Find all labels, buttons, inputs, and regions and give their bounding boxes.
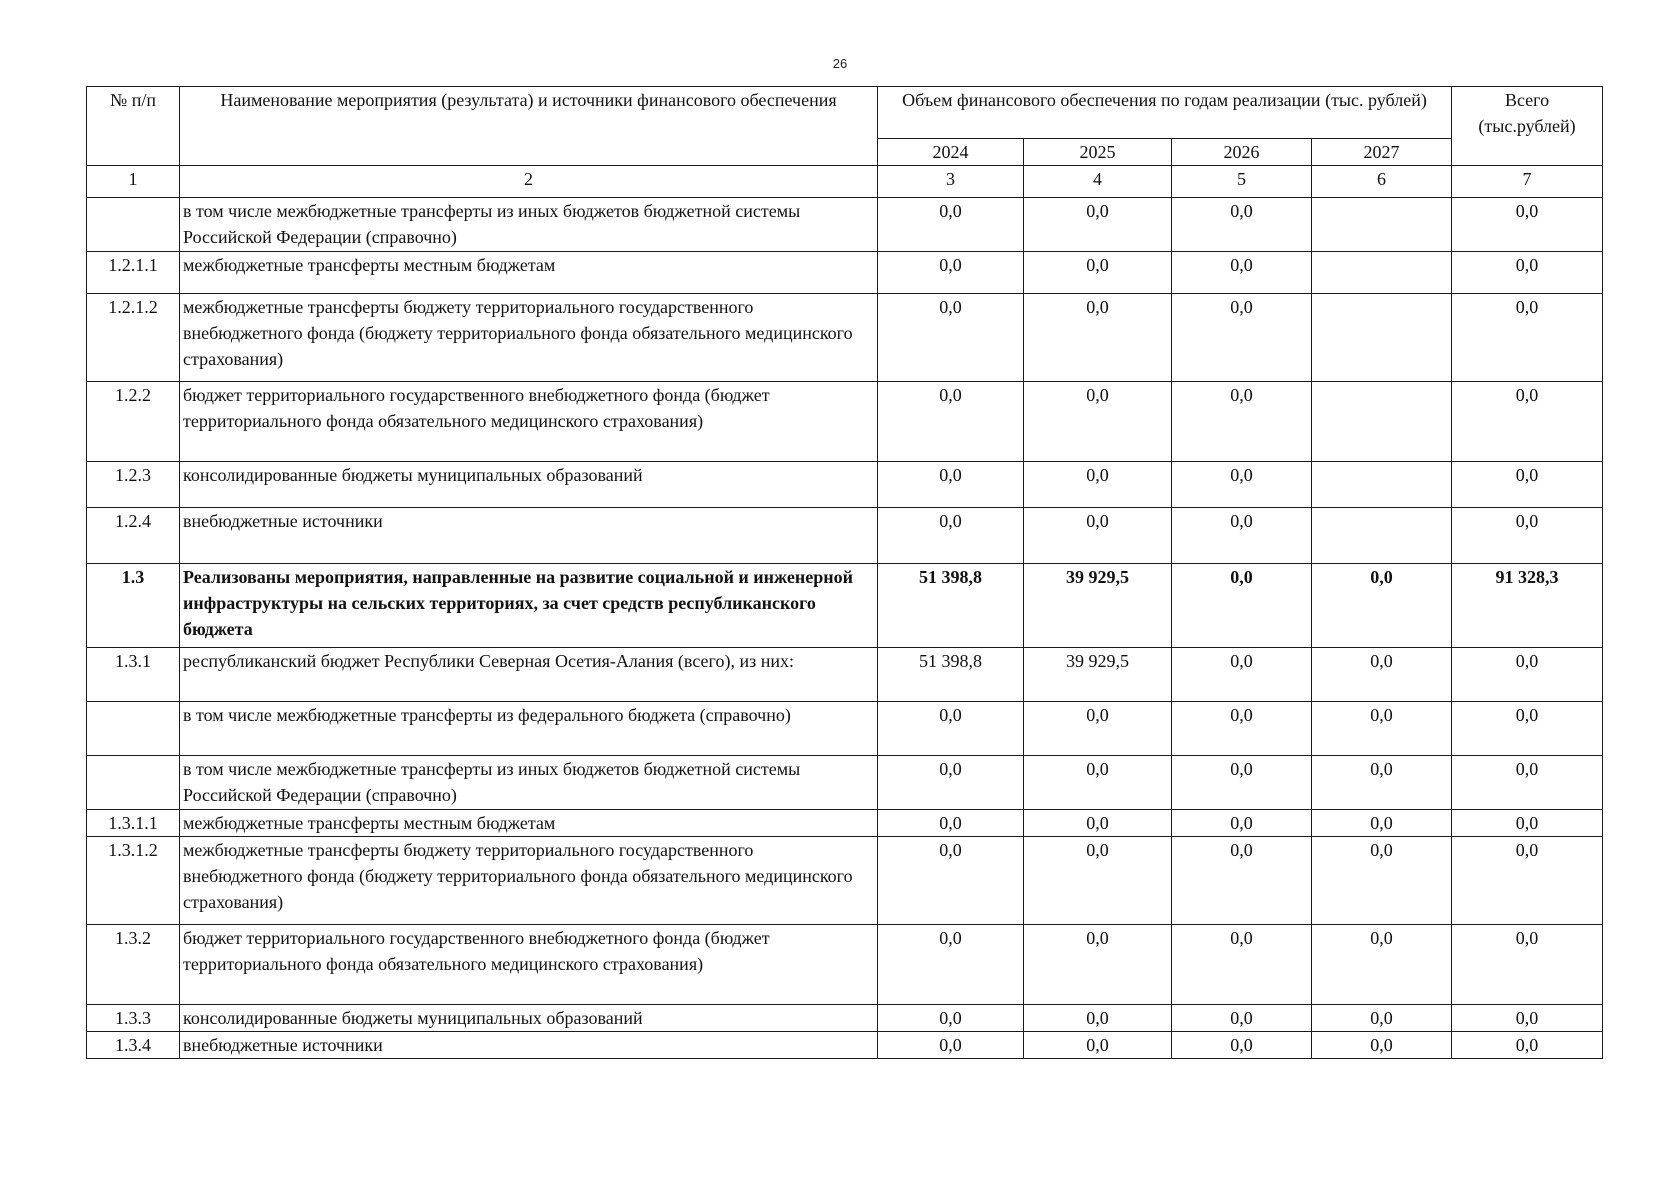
row-number: 1.3.1.2 [87,837,180,925]
value-2026: 0,0 [1172,382,1312,462]
column-index: 3 [878,166,1024,198]
value-2027: 0,0 [1312,564,1452,648]
table-row [87,564,1603,648]
value-2024: 0,0 [878,810,1024,837]
table-row [87,702,1603,756]
row-number [87,702,180,756]
value-2025: 0,0 [1024,702,1172,756]
value-2027 [1312,252,1452,294]
value-total: 0,0 [1452,252,1603,294]
table-row [87,462,1603,508]
value-2026: 0,0 [1172,925,1312,1005]
value-2027: 0,0 [1312,756,1452,810]
row-number: 1.3.4 [87,1032,180,1059]
value-2025: 0,0 [1024,294,1172,382]
table-header [87,87,1603,198]
value-total: 0,0 [1452,1032,1603,1059]
value-2024: 0,0 [878,756,1024,810]
value-2027: 0,0 [1312,648,1452,702]
table-row [87,252,1603,294]
header-year: 2026 [1172,139,1312,166]
row-number: 1.2.2 [87,382,180,462]
table-row [87,756,1603,810]
row-number: 1.3.3 [87,1005,180,1032]
table-row [87,1032,1603,1059]
value-2027 [1312,294,1452,382]
row-name: Реализованы мероприятия, направленные на развитие социальной и инженерной инфраструктуры на сельских территориях, за счет средств республиканского бюджета [180,564,878,648]
value-2025: 39 929,5 [1024,564,1172,648]
value-2027: 0,0 [1312,1005,1452,1032]
value-2024: 0,0 [878,1005,1024,1032]
row-name: внебюджетные источники [180,508,878,564]
row-name: в том числе межбюджетные трансферты из иных бюджетов бюджетной системы Российской Федерации (справочно) [180,198,878,252]
value-2024: 0,0 [878,294,1024,382]
table-row [87,198,1603,252]
column-index: 5 [1172,166,1312,198]
value-2024: 51 398,8 [878,648,1024,702]
value-2025: 0,0 [1024,810,1172,837]
value-2025: 0,0 [1024,508,1172,564]
row-number: 1.2.3 [87,462,180,508]
table-row [87,1005,1603,1032]
value-2026: 0,0 [1172,462,1312,508]
column-index: 6 [1312,166,1452,198]
finance-table-container [86,86,1602,1059]
finance-table [86,86,1603,1059]
value-total: 0,0 [1452,837,1603,925]
value-total: 0,0 [1452,810,1603,837]
value-2024: 0,0 [878,837,1024,925]
value-2026: 0,0 [1172,702,1312,756]
value-2024: 0,0 [878,382,1024,462]
row-name: бюджет территориального государственного внебюджетного фонда (бюджет территориального фонда обязательного медицинского страхования) [180,382,878,462]
value-total: 0,0 [1452,294,1603,382]
value-2027: 0,0 [1312,702,1452,756]
row-name: межбюджетные трансферты местным бюджетам [180,810,878,837]
column-index: 4 [1024,166,1172,198]
value-2025: 0,0 [1024,925,1172,1005]
row-number: 1.3 [87,564,180,648]
row-name: межбюджетные трансферты бюджету территориального государственного внебюджетного фонда (бюджету территориального фонда обязательного медицинского страхования) [180,294,878,382]
value-total: 0,0 [1452,508,1603,564]
value-2024: 0,0 [878,508,1024,564]
value-2026: 0,0 [1172,1005,1312,1032]
value-2025: 0,0 [1024,382,1172,462]
row-name: в том числе межбюджетные трансферты из федерального бюджета (справочно) [180,702,878,756]
row-number: 1.2.1.2 [87,294,180,382]
row-number [87,198,180,252]
value-2024: 0,0 [878,702,1024,756]
table-row [87,382,1603,462]
value-2024: 0,0 [878,1032,1024,1059]
row-name: внебюджетные источники [180,1032,878,1059]
value-2024: 0,0 [878,198,1024,252]
table-row [87,648,1603,702]
value-total: 0,0 [1452,702,1603,756]
row-name: межбюджетные трансферты бюджету территориального государственного внебюджетного фонда (бюджету территориального фонда обязательного медицинского страхования) [180,837,878,925]
row-number: 1.2.1.1 [87,252,180,294]
value-2024: 0,0 [878,925,1024,1005]
value-2024: 51 398,8 [878,564,1024,648]
header-year: 2025 [1024,139,1172,166]
table-body [87,198,1603,1059]
value-2024: 0,0 [878,252,1024,294]
value-total: 0,0 [1452,648,1603,702]
value-2026: 0,0 [1172,564,1312,648]
value-2026: 0,0 [1172,1032,1312,1059]
table-row [87,810,1603,837]
value-2025: 39 929,5 [1024,648,1172,702]
value-total: 0,0 [1452,382,1603,462]
row-name: бюджет территориального государственного внебюджетного фонда (бюджет территориального фонда обязательного медицинского страхования) [180,925,878,1005]
row-number: 1.2.4 [87,508,180,564]
value-2027 [1312,382,1452,462]
header-year: 2024 [878,139,1024,166]
value-2025: 0,0 [1024,837,1172,925]
value-2025: 0,0 [1024,252,1172,294]
table-row [87,925,1603,1005]
value-2025: 0,0 [1024,756,1172,810]
row-name: республиканский бюджет Республики Северная Осетия-Алания (всего), из них: [180,648,878,702]
row-name: консолидированные бюджеты муниципальных образований [180,462,878,508]
row-name: консолидированные бюджеты муниципальных образований [180,1005,878,1032]
row-name: в том числе межбюджетные трансферты из иных бюджетов бюджетной системы Российской Федерации (справочно) [180,756,878,810]
row-number [87,756,180,810]
header-volume: Объем финансового обеспечения по годам реализации (тыс. рублей) [878,87,1452,139]
row-name: межбюджетные трансферты местным бюджетам [180,252,878,294]
column-index: 1 [87,166,180,198]
table-row [87,508,1603,564]
value-total: 0,0 [1452,462,1603,508]
value-2026: 0,0 [1172,294,1312,382]
value-2024: 0,0 [878,462,1024,508]
value-2027 [1312,508,1452,564]
value-total: 0,0 [1452,198,1603,252]
value-total: 0,0 [1452,1005,1603,1032]
value-2025: 0,0 [1024,1005,1172,1032]
value-2027: 0,0 [1312,1032,1452,1059]
value-2026: 0,0 [1172,508,1312,564]
value-2027: 0,0 [1312,810,1452,837]
value-2025: 0,0 [1024,462,1172,508]
column-index: 7 [1452,166,1603,198]
page-number: 26 [832,56,848,71]
value-2025: 0,0 [1024,1032,1172,1059]
value-2026: 0,0 [1172,252,1312,294]
header-year: 2027 [1312,139,1452,166]
header-total: Всего (тыс.рублей) [1452,87,1603,166]
value-2025: 0,0 [1024,198,1172,252]
value-2026: 0,0 [1172,756,1312,810]
value-2026: 0,0 [1172,837,1312,925]
value-2026: 0,0 [1172,198,1312,252]
row-number: 1.3.1 [87,648,180,702]
value-2026: 0,0 [1172,648,1312,702]
value-2026: 0,0 [1172,810,1312,837]
column-index: 2 [180,166,878,198]
header-name: Наименование мероприятия (результата) и источники финансового обеспечения [180,87,878,166]
value-total: 0,0 [1452,925,1603,1005]
value-2027 [1312,462,1452,508]
value-total: 91 328,3 [1452,564,1603,648]
value-2027: 0,0 [1312,837,1452,925]
row-number: 1.3.1.1 [87,810,180,837]
table-row [87,837,1603,925]
value-total: 0,0 [1452,756,1603,810]
value-2027: 0,0 [1312,925,1452,1005]
table-row [87,294,1603,382]
value-2027 [1312,198,1452,252]
row-number: 1.3.2 [87,925,180,1005]
header-num: № п/п [87,87,180,166]
